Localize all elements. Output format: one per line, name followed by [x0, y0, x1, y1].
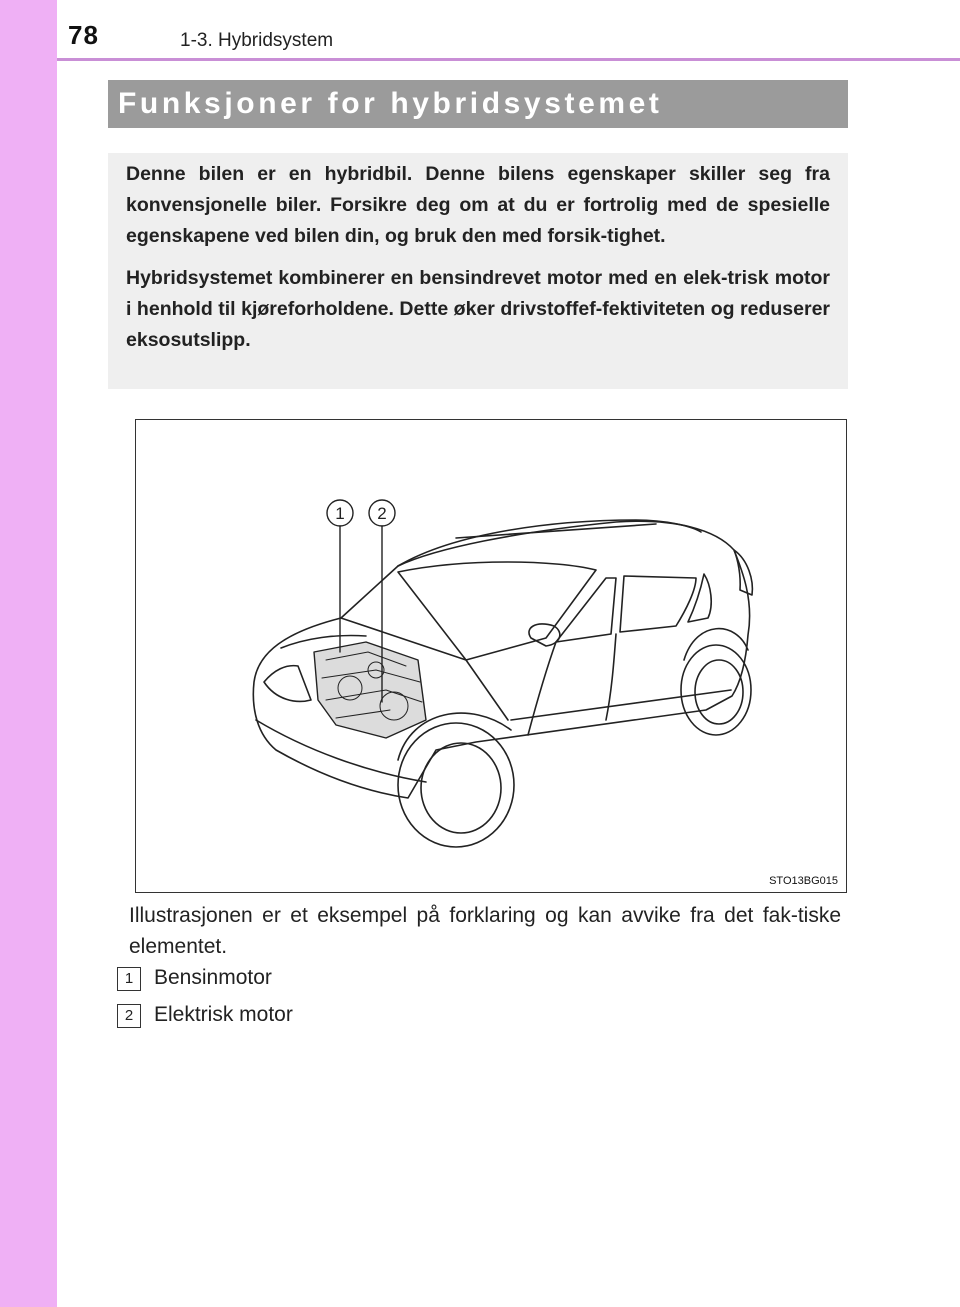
figure-code: STO13BG015: [769, 875, 838, 887]
legend-label-2: Elektrisk motor: [154, 1003, 293, 1026]
section-title: Funksjoner for hybridsystemet: [118, 87, 663, 120]
intro-paragraph-2: Hybridsystemet kombinerer en bensindrevet motor med en elek-trisk motor i henhold til kjøreforholdene. Dette øker drivstoffef-fektiviteten og reduserer eksosutslipp.: [126, 267, 830, 351]
chapter-sidebar-tab: [0, 0, 57, 1307]
header-rule: [57, 58, 960, 61]
car-illustration: [135, 419, 847, 893]
intro-box: [108, 153, 848, 389]
legend-label-1: Bensinmotor: [154, 966, 272, 989]
figure-caption: Illustrasjonen er et eksempel på forklaring og kan avvike fra det fak-tiske elementet.: [129, 904, 841, 958]
legend-number-1: 1: [117, 967, 141, 991]
callout-1-label: 1: [335, 504, 345, 523]
legend-number-2: 2: [117, 1004, 141, 1028]
page-number: 78: [68, 20, 99, 50]
car-drawing: [136, 420, 846, 892]
section-title-bar: [108, 80, 848, 128]
callout-2-label: 2: [377, 504, 387, 523]
intro-paragraph-1: Denne bilen er en hybridbil. Denne bilens egenskaper skiller seg fra konvensjonelle biler. Forsikre deg om at du er fortrolig med de spesielle egenskapene ved bilen din, og bruk den med forsik-tighet.: [126, 163, 830, 247]
running-head: 1-3. Hybridsystem: [180, 30, 334, 51]
